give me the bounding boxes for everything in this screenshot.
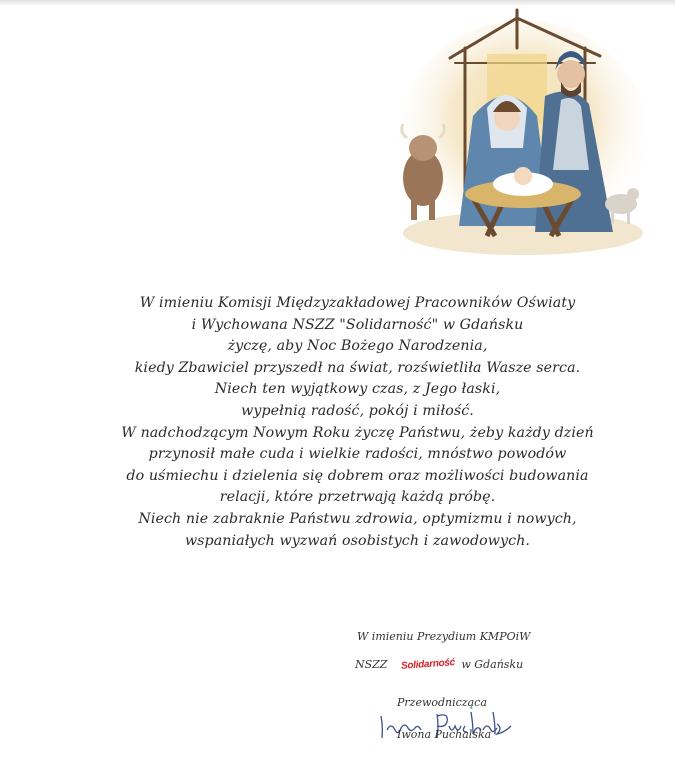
greeting-line: W nadchodzącym Nowym Roku życzę Państwu, żeby każdy dzień	[121, 424, 594, 441]
signature-presidium-line: W imieniu Prezydium KMPOiW	[357, 630, 531, 643]
solidarnosc-logo: Solidarność	[401, 657, 456, 672]
signature-name: Iwona Puchalska	[397, 728, 492, 741]
greeting-line: i Wychowana NSZZ "Solidarność" w Gdańsku	[191, 316, 524, 333]
greeting-line: życzę, aby Noc Bożego Narodzenia,	[227, 338, 488, 355]
greeting-line: wspaniałych wyzwań osobistych i zawodowych.	[184, 532, 531, 549]
signature-union-line	[355, 658, 523, 671]
greeting-line: do uśmiechu i dzielenia się dobrem oraz możliwości budowania	[126, 467, 589, 484]
top-rule	[0, 0, 675, 5]
nativity-illustration	[395, 8, 650, 263]
greeting-line: Niech nie zabraknie Państwu zdrowia, optymizmu i nowych,	[138, 510, 577, 527]
greeting-line: przynosił małe cuda i wielkie radości, mnóstwo powodów	[148, 446, 567, 463]
greeting-line: Niech ten wyjątkowy czas, z Jego łaski,	[214, 381, 501, 398]
greeting-line: wypełnią radość, pokój i miłość.	[241, 402, 474, 419]
greeting-line: relacji, które przetrwają każdą próbę.	[219, 489, 496, 506]
greeting-line: kiedy Zbawiciel przyszedł na świat, rozświetliła Wasze serca.	[134, 359, 581, 376]
greeting-text	[85, 293, 630, 552]
greeting-line: W imieniu Komisji Międzyzakładowej Pracowników Oświaty	[139, 295, 576, 311]
signature-role: Przewodnicząca	[397, 696, 487, 709]
signature-city: w Gdańsku	[461, 658, 524, 671]
signature-nszz: NSZZ	[355, 658, 388, 671]
